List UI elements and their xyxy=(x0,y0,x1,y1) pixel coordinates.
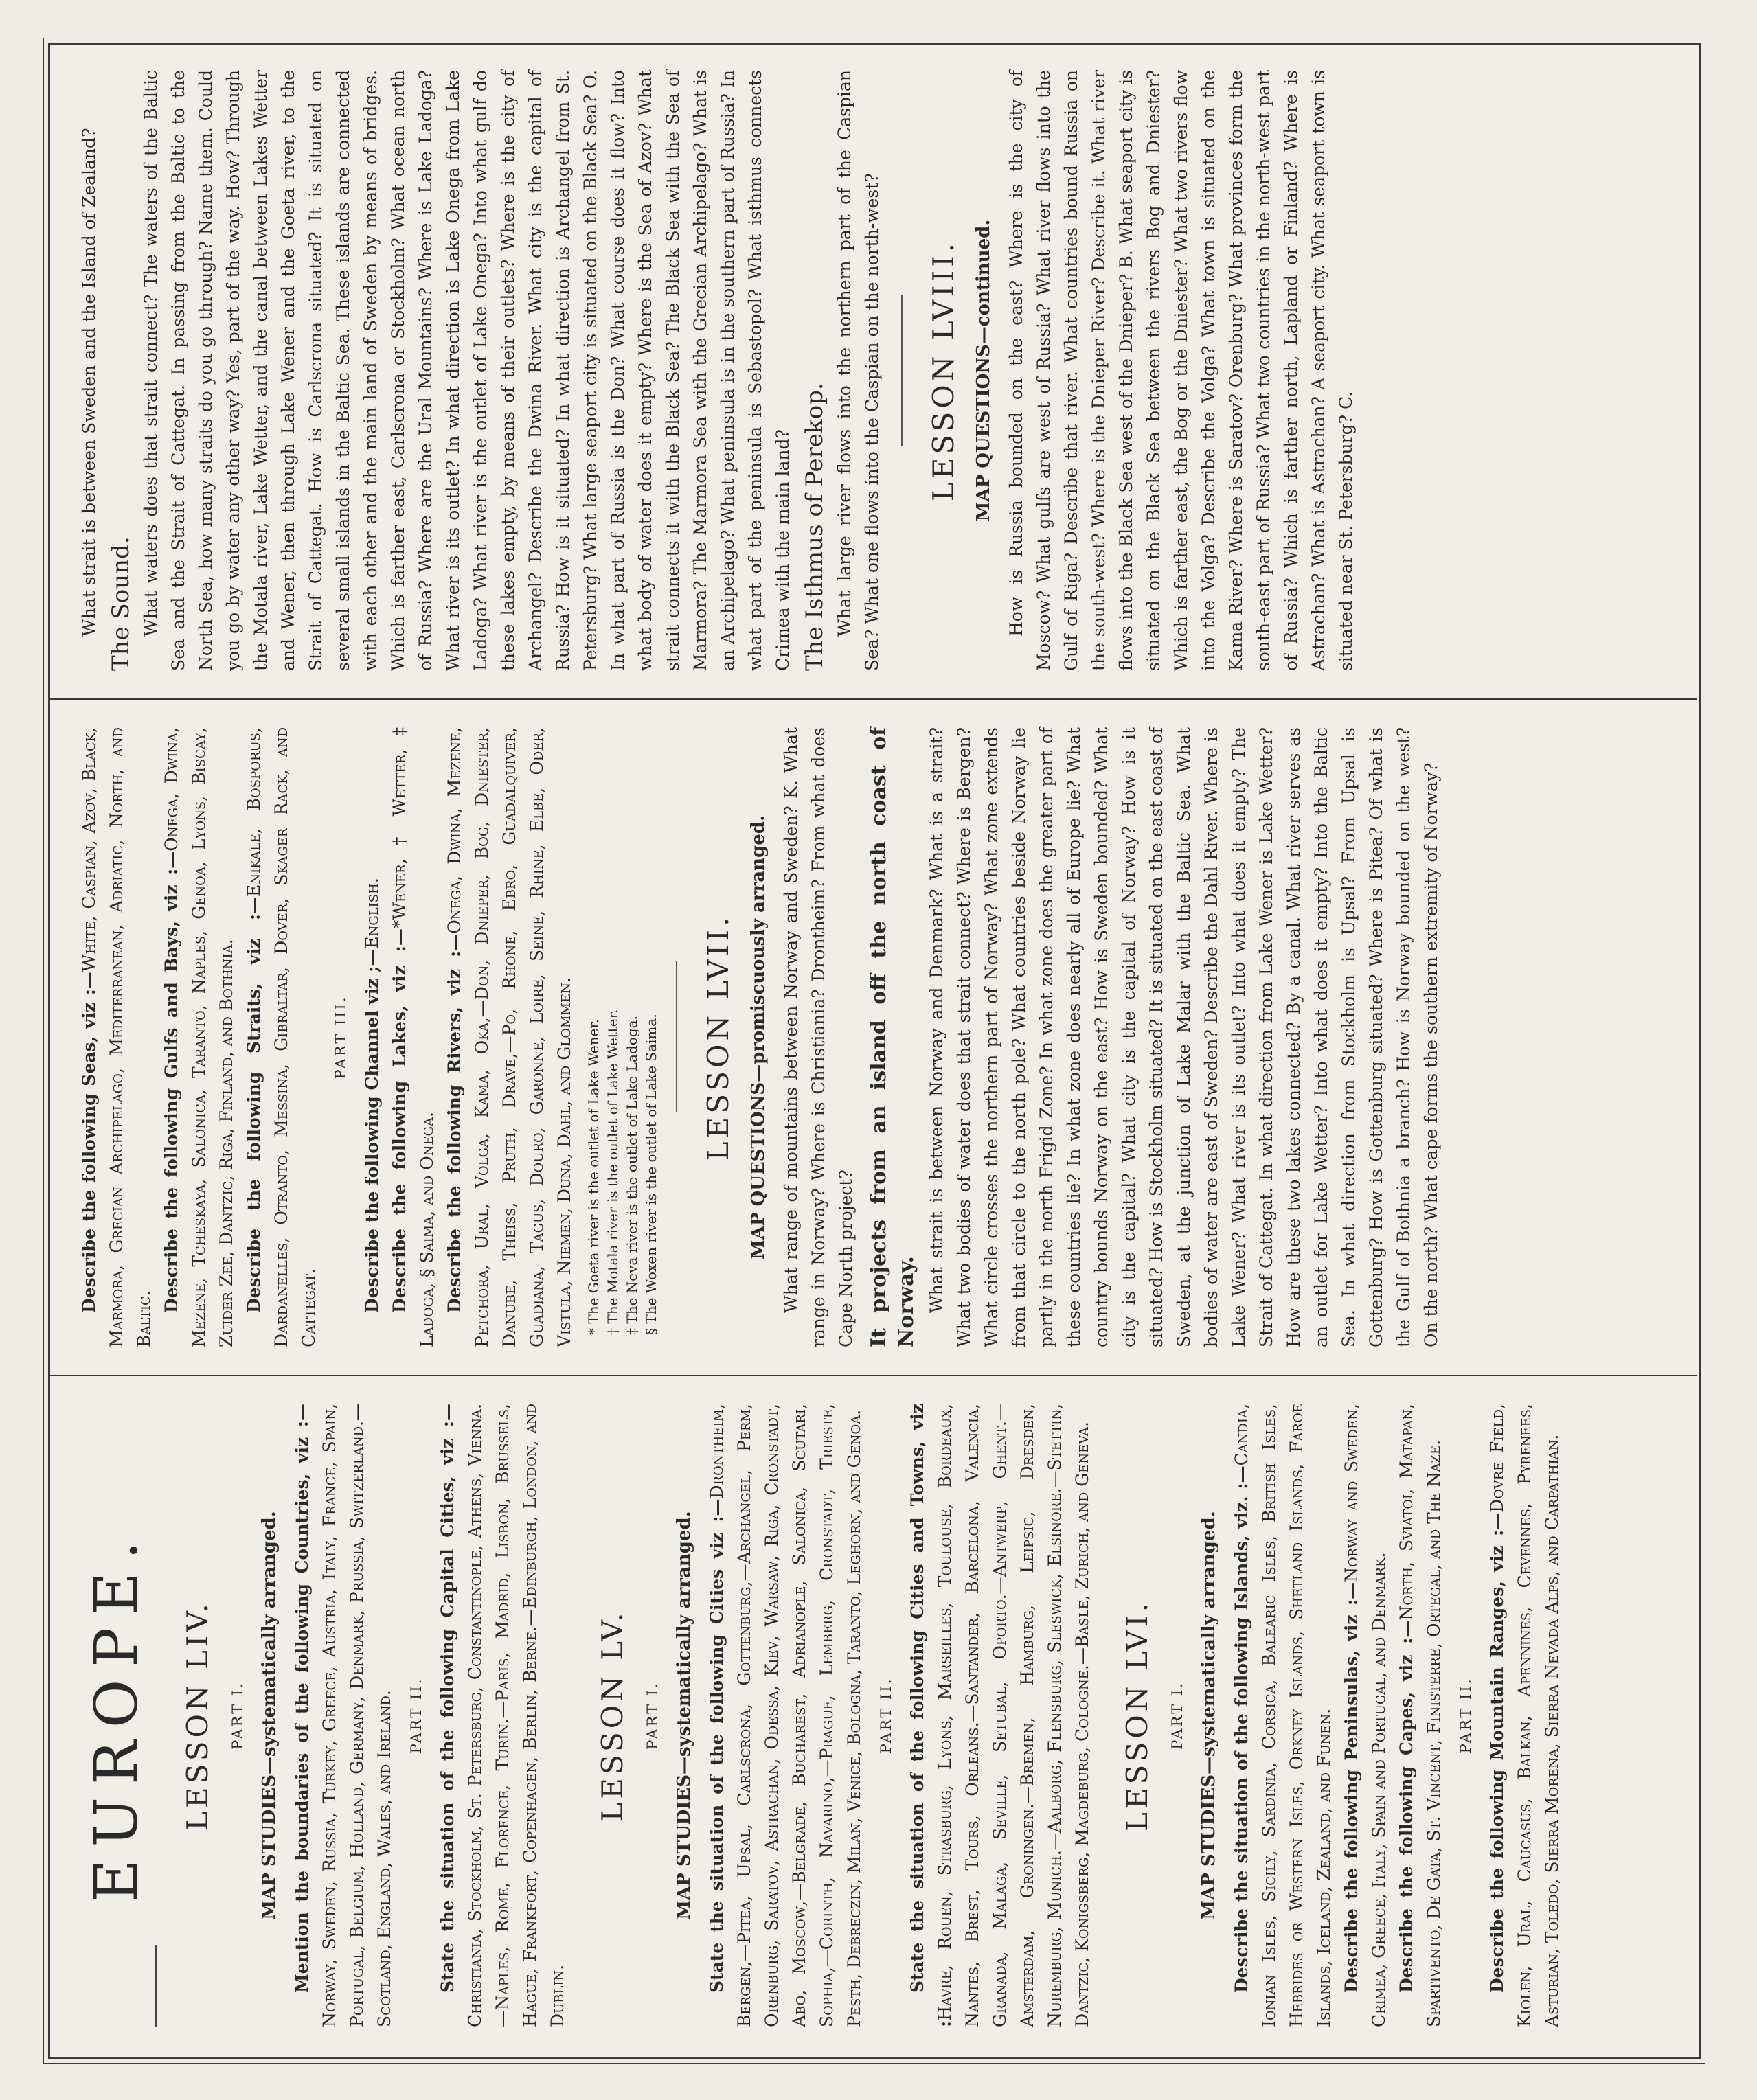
section-heading: MAP STUDIES—systematically arranged. xyxy=(674,1511,694,1920)
question-prompt: Describe the following Straits, viz :— xyxy=(244,896,264,1313)
question xyxy=(703,1404,868,2027)
part-label: PART I. xyxy=(644,1681,661,1750)
answer-list: Drontheim, Bergen,—Pitea, Upsal, Carlscrona, Gottenburg,—Archangel, Perm, Orenburg, Saratov, Astrachan, Odessa, Kiev, Warsaw, Riga, Cronstadt, Abo, Moscow,—Belgrade, Bucharest, Adrianople, Salonica, Scutari, Sophia,—Corinth, Navarino,—Prague, Lemberg, Cronstadt, Trieste, Pesth, Debreczin, Milan, Venice, Bologna, Taranto, Leghorn, and Genoa. xyxy=(707,1404,864,2027)
question-prompt: Mention the boundaries of the following Countries, viz :— xyxy=(292,1404,312,1993)
paragraph: What range of mountains between Norway and Sweden? K. What range in Norway? Where is Christiania? Drontheim? From what does Cape North project? xyxy=(781,727,856,1347)
question-prompt: Describe the following Rivers, viz :— xyxy=(444,933,464,1313)
lesson-lvii-heading: LESSON LVII. xyxy=(701,913,735,1161)
question-prompt: Describe the situation of the following Islands, viz. :— xyxy=(1232,1465,1251,1993)
answer-list: Enikale, Bosporus, Dardanelles, Otranto, Messina, Gibraltar, Dover, Skager Rack, and Cattegat. xyxy=(244,727,319,1347)
paragraph: What waters does that strait connect? The waters of the Baltic Sea and the Strait of Cattegat. In passing from the Baltic to the North Sea, how many straits do you go through? Name them. Could you go by water any other way? Yes, part of the way. How? Through the Motala river, Lake Wetter, and the canal between Lakes Wetter and Wener, then through Lake Wener and the Goeta river, to the Strait of Cattegat. How is Carlscrona situated? It is situated on several small islands in the Baltic Sea. These islands are connected with each other and the main land of Sweden by means of bridges. Which is farther east, Carlscrona or Stockholm? What ocean north of Russia? Where are the Ural Mountains? Where is Lake Ladoga? What river is its outlet? In what direction is Lake Onega from Lake Ladoga? What river is the outlet of Lake Onega? Into what gulf do these lakes empty, by means of their outlets? Where is the city of Archangel? Describe the Dwina River. What city is the capital of Russia? How is it situated? In what direction is Archangel from St. Petersburg? What large seaport city is situated on the Black Sea? O. In what part of Russia is the Don? What course does it flow? Into what body of water does it empty? Where is the Sea of Azov? What strait connects it with the Black Sea? The Black Sea with the Sea of Marmora? The Marmora Sea with the Grecian Archipelago? What is an Archipelago? What peninsula is in the southern part of Russia? In what part of the peninsula is Sebastopol? What isthmus connects Crimea with the main land? xyxy=(141,70,793,671)
title-rule xyxy=(155,1945,157,2027)
topic-heading: The Isthmus of Perekop. xyxy=(801,383,828,671)
column-3 xyxy=(48,43,1697,698)
answer-list: Norway, Sweden, Russia, Turkey, Greece, Austria, Italy, France, Spain, Portugal, Belgium, Holland, Germany, Denmark, Prussia, Switzerland.—Scotland, England, Wales, and Ireland. xyxy=(319,1404,394,2027)
question-prompt: Describe the following Channel viz ;— xyxy=(362,948,382,1313)
answer-list: Onega, Dwina, Mezene, Petchora, Ural, Volga, Kama, Oka,—Don, Dnieper, Bog, Dniester, Danube, Theiss, Pruth, Drave,—Po, Rhone, Ebro, Guadalquiver, Guadiana, Tagus, Douro, Garonne, Loire, Seine, Rhine, Elbe, Oder, Vistula, Niemen, Duna, Dahl, and Glommen. xyxy=(444,727,574,1347)
lesson-lvi-heading: LESSON LVI. xyxy=(1120,1599,1154,1832)
question-prompt: State the situation of the following Cities and Towns, viz : xyxy=(907,1404,955,2027)
answer-list: Dovre Field, Kiolen, Ural, Caucasus, Balkan, Apennines, Cevennes, Pyrenees, Asturian, Toledo, Sierra Morena, Sierra Nevada Alps, and Carpathian. xyxy=(1487,1404,1562,2027)
section-heading: MAP STUDIES—systematically arranged. xyxy=(259,1511,280,1920)
footnote: † The Motala river is the outlet of Lake Wetter. xyxy=(604,1009,621,1335)
topic-heading: The Sound. xyxy=(107,536,135,671)
part-label: PART I. xyxy=(1169,1681,1186,1750)
question xyxy=(1228,1404,1338,2027)
part-label: PART II. xyxy=(1458,1677,1474,1754)
question-prompt: Describe the following Seas, viz :— xyxy=(79,972,99,1313)
section-heading: MAP QUESTIONS—continued. xyxy=(973,219,994,522)
question-prompt: Describe the following Gulfs and Bays, viz :— xyxy=(161,851,181,1313)
question-prompt: State the situation of the following Cities viz :— xyxy=(707,1498,727,1993)
part-label: PART I. xyxy=(229,1681,246,1750)
answer-list: English. xyxy=(362,878,382,949)
question xyxy=(386,727,441,1347)
answer-list: Candia, Ionian Isles, Sicily, Sardinia, Corsica, Balearic Isles, British Isles, Hebrides or Western Isles, Orkney Islands, Shetland Islands, Faroe Islands, Iceland, Zealand, and Funen. xyxy=(1232,1404,1334,2027)
question xyxy=(76,727,158,1347)
question-prompt: Describe the following Mountain Ranges, viz :— xyxy=(1487,1512,1507,1993)
footnote: ‡ The Neva river is the outlet of Lake Ladoga. xyxy=(624,1016,640,1335)
question xyxy=(434,1404,571,2027)
answer-list: *Wener, † Wetter, ‡ Ladoga, § Saima, and Onega. xyxy=(389,727,437,1347)
question xyxy=(1393,1404,1448,2027)
question xyxy=(158,727,240,1347)
page-title: EUROPE. xyxy=(82,1528,151,1903)
paragraph: How is Russia bounded on the east? Where is the city of Moscow? What gulfs are west of Russia? What river flows into the Gulf of Riga? Describe that river. What countries bound Russia on the south-west? Where is the Dnieper River? Describe it. What river flows into the Black Sea west of the Dnieper? B. What seaport city is situated on the Black Sea between the rivers Bog and Dniester? Which is farther east, the Bog or the Dniester? What two rivers flow into the Volga? Describe the Volga? What town is situated on the Kama River? Where is Saratov? Orenburg? What provinces form the south-east part of Russia? What two countries in the north-west part of Russia? Which is farther north, Lapland or Finland? Where is Astrachan? What is Astrachan? A seaport city. What seaport town is situated near St. Petersburg? C. xyxy=(1006,70,1356,671)
part-label: PART II. xyxy=(408,1677,424,1754)
footnote: § The Woxen river is the outlet of Lake Saima. xyxy=(643,1014,659,1335)
section-heading: MAP QUESTIONS—promiscuously arranged. xyxy=(748,814,769,1260)
answer-list: Havre, Rouen, Strasburg, Lyons, Marseilles, Toulouse, Bordeaux, Nantes, Brest, Tours, Orleans.—Santander, Barcelona, Valencia, Granada, Malaga, Seville, Setubal, Oporto.—Antwerp, Ghent.—Amsterdam, Groningen.—Bremen, Hamburg, Leipsic, Dresden, Nuremburg, Munich.—Aalborg, Flensburg, Sleswick, Elsinore.—Stettin, Dantzic, Konigsberg, Magdeburg, Cologne.—Basle, Zurich, and Geneva. xyxy=(935,1404,1092,2027)
footnotes xyxy=(584,727,661,1335)
paragraph: What strait is between Sweden and the Island of Zealand? xyxy=(79,128,99,637)
part-label: PART III. xyxy=(332,995,349,1080)
question xyxy=(1338,1404,1393,2027)
answer-list: North, Sviatoi, Matapan, Spartivento, De Gata, St. Vincent, Finisterre, Ortegal, and The Naze. xyxy=(1396,1404,1444,2027)
divider xyxy=(901,295,903,446)
paragraph: What large river flows into the northern part of the Caspian Sea? What one flows into the Caspian on the north-west? xyxy=(835,70,882,671)
divider xyxy=(676,962,677,1113)
question-prompt: Describe the following Capes, viz :— xyxy=(1396,1620,1416,1993)
paragraph: What strait is between Norway and Denmark? What is a strait? What two bodies of water does that strait connect? Where is Bergen? What circle crosses the northern part of Norway? What zone extends from that circle to the north pole? What countries beside Norway lie partly in the north Frigid Zone? In what zone does the greater part of these countries lie? In what zone does nearly all of Europe lie? What country bounds Norway on the east? How is Sweden bounded? What city is the capital? What city is the capital of Norway? How is it situated? How is Stockholm situated? It is situated on the east coast of Sweden, at the junction of Lake Malar with the Baltic Sea. What bodies of water are east of Sweden? Describe the Dahl River. Where is Lake Wener? What river is its outlet? Into what does it empty? The Strait of Cattegat. In what direction from Lake Wener is Lake Wetter? How are these two lakes connected? By a canal. What river serves as an outlet for Lake Wetter? Into what does it empty? Into the Baltic Sea. In what direction from Stockholm is Upsal? From Upsal is Gottenburg? How is Gottenburg situated? Where is Pitea? Of what is the Gulf of Bothnia a branch? How is Norway bounded on the west? On the north? What cape forms the southern extremity of Norway? xyxy=(927,727,1441,1347)
topic-heading: It projects from an island off the north coast of Norway. xyxy=(867,727,918,1347)
question xyxy=(288,1404,398,2027)
question-prompt: Describe the following Lakes, viz :— xyxy=(389,928,409,1313)
question xyxy=(240,727,323,1347)
part-label: PART II. xyxy=(878,1677,894,1754)
rotated-text-block xyxy=(48,43,1697,2055)
lesson-liv-heading: LESSON LIV. xyxy=(181,1600,214,1831)
answer-list: Norway and Sweden, Crimea, Greece, Italy, Spain and Portugal, and Denmark. xyxy=(1341,1404,1389,2027)
question-prompt: Describe the following Peninsulas, viz :— xyxy=(1341,1582,1361,1993)
question xyxy=(359,727,386,1347)
column-2 xyxy=(48,698,1697,1375)
lesson-lv-heading: LESSON LV. xyxy=(596,1609,629,1822)
lesson-lviii-heading: LESSON LVIII. xyxy=(927,239,960,502)
question-prompt: State the situation of the following Capital Cities, viz :— xyxy=(438,1404,457,1993)
question xyxy=(904,1404,1096,2027)
question xyxy=(441,727,578,1347)
section-heading: MAP STUDIES—systematically arranged. xyxy=(1199,1511,1219,1920)
answer-list: White, Caspian, Azov, Black, Marmora, Grecian Archipelago, Mediterranean, Adriatic, North, and Baltic. xyxy=(79,727,154,1347)
answer-list: Onega, Dwina, Mezene, Tcheskaya, Salonica, Taranto, Naples, Genoa, Lyons, Biscay, Zuider Zee, Dantzic, Riga, Finland, and Bothnia. xyxy=(161,727,236,1347)
question xyxy=(1484,1404,1566,2027)
footnote: * The Goeta river is the outlet of Lake Wener. xyxy=(585,1018,602,1335)
column-1 xyxy=(48,1375,1697,2055)
answer-list: Christiania, Stockholm, St. Petersburg, Constantinople, Athens, Vienna.—Naples, Rome, Florence, Turin.—Paris, Madrid, Lisbon, Brussels, Hague, Frankfort, Copenhagen, Berlin, Berne.—Edinburgh, London, and Dublin. xyxy=(465,1404,567,2027)
